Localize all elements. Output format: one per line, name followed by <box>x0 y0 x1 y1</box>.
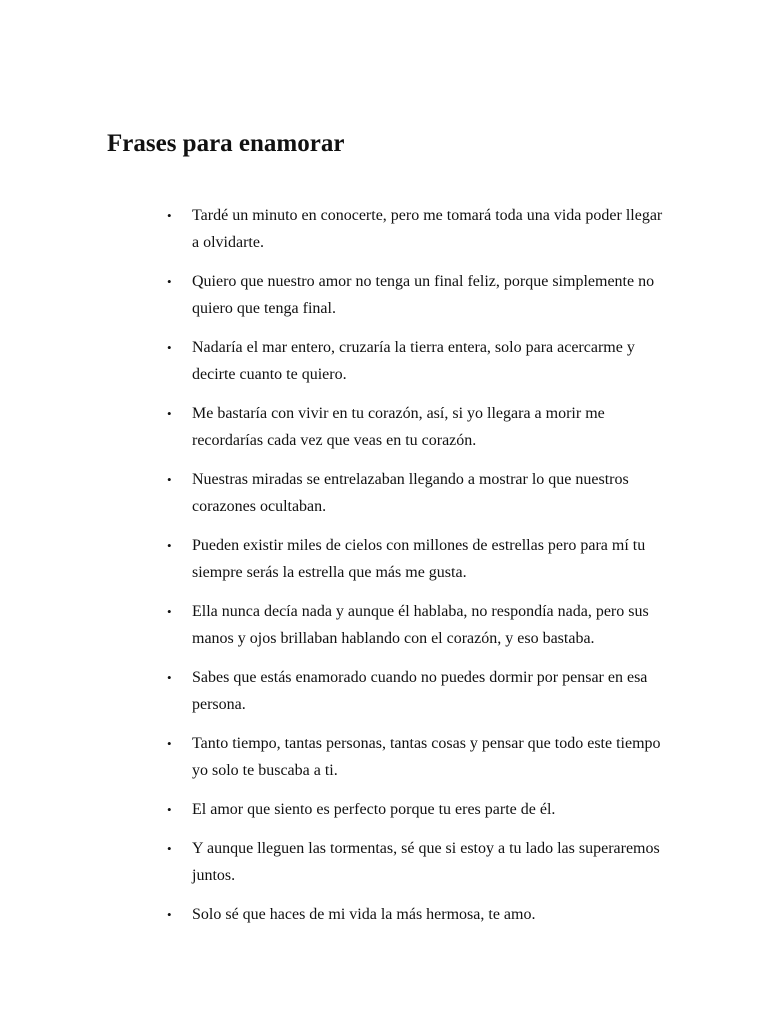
phrase-text: El amor que siento es perfecto porque tu eres parte de él. <box>192 801 556 818</box>
list-item <box>167 730 672 784</box>
phrase-list <box>167 202 672 940</box>
phrase-text: Quiero que nuestro amor no tenga un final feliz, porque simplemente no quiero que tenga final. <box>192 273 655 317</box>
document-title: Frases para enamorar <box>107 130 345 157</box>
phrase-text: Nadaría el mar entero, cruzaría la tierra entera, solo para acercarme y decirte cuanto te quiero. <box>192 339 635 383</box>
list-item <box>167 835 672 889</box>
bullet-icon: • <box>167 538 172 553</box>
bullet-icon: • <box>167 736 172 751</box>
phrase-text: Nuestras miradas se entrelazaban llegando a mostrar lo que nuestros corazones ocultaban. <box>192 471 629 515</box>
bullet-icon: • <box>167 274 172 289</box>
bullet-icon: • <box>167 340 172 355</box>
phrase-text: Y aunque lleguen las tormentas, sé que si estoy a tu lado las superaremos juntos. <box>192 840 660 884</box>
list-item <box>167 598 672 652</box>
list-item <box>167 466 672 520</box>
bullet-icon: • <box>167 406 172 421</box>
bullet-icon: • <box>167 670 172 685</box>
list-item <box>167 400 672 454</box>
phrase-text: Solo sé que haces de mi vida la más hermosa, te amo. <box>192 906 536 923</box>
bullet-icon: • <box>167 907 172 922</box>
list-item <box>167 268 672 322</box>
phrase-text: Sabes que estás enamorado cuando no puedes dormir por pensar en esa persona. <box>192 669 648 713</box>
list-item <box>167 202 672 256</box>
bullet-icon: • <box>167 802 172 817</box>
list-item <box>167 664 672 718</box>
bullet-icon: • <box>167 472 172 487</box>
phrase-text: Me bastaría con vivir en tu corazón, así, si yo llegara a morir me recordarías cada vez que veas en tu corazón. <box>192 405 605 449</box>
phrase-text: Pueden existir miles de cielos con millones de estrellas pero para mí tu siempre serás la estrella que más me gusta. <box>192 537 646 581</box>
bullet-icon: • <box>167 604 172 619</box>
phrase-text: Tanto tiempo, tantas personas, tantas cosas y pensar que todo este tiempo yo solo te buscaba a ti. <box>192 735 661 779</box>
phrase-text: Tardé un minuto en conocerte, pero me tomará toda una vida poder llegar a olvidarte. <box>192 207 663 251</box>
bullet-icon: • <box>167 841 172 856</box>
bullet-icon: • <box>167 208 172 223</box>
list-item <box>167 901 672 928</box>
list-item <box>167 796 672 823</box>
list-item <box>167 532 672 586</box>
phrase-text: Ella nunca decía nada y aunque él hablaba, no respondía nada, pero sus manos y ojos brillaban hablando con el corazón, y eso bastaba. <box>192 603 649 647</box>
list-item <box>167 334 672 388</box>
